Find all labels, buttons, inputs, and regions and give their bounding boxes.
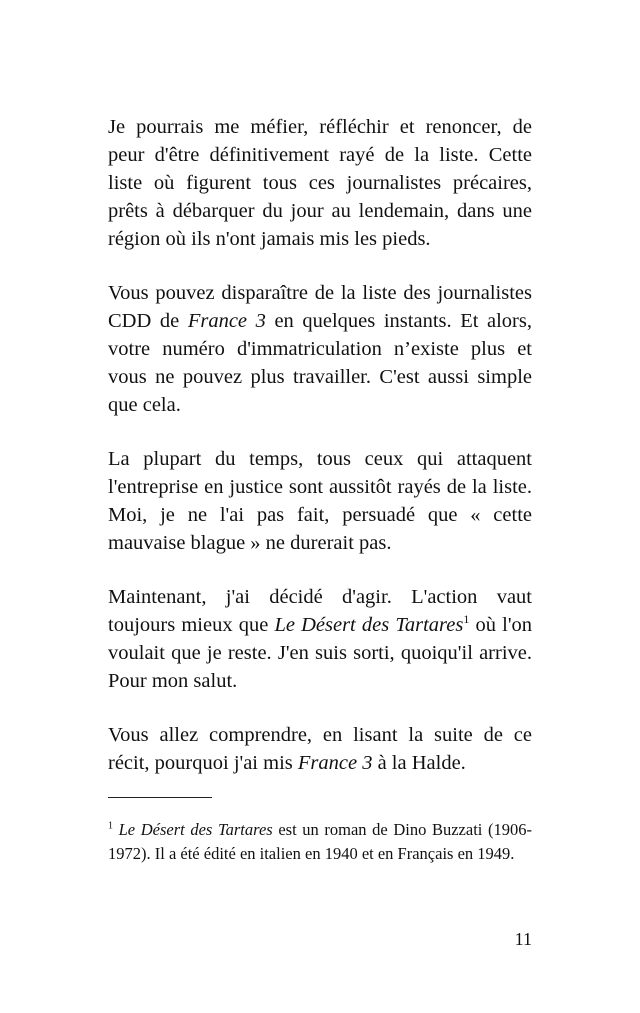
paragraph-3: La plupart du temps, tous ceux qui attaquent l'entreprise en justice sont aussitôt rayés de la liste. Moi, je ne l'ai pas fait, persuadé que « cette mauvaise blague » ne durerait pas.	[108, 448, 532, 554]
paragraph-1: Je pourrais me méfier, réfléchir et renoncer, de peur d'être définitivement rayé de la liste. Cette liste où figurent tous ces journalistes précaires, prêts à débarquer du jour au lendemain, dans une région où ils n'ont jamais mis les pieds.	[108, 116, 532, 250]
paragraph-4-italic-title: Le Désert des Tartares	[274, 614, 464, 636]
paragraph-2	[108, 279, 532, 419]
footnote-separator	[108, 797, 212, 798]
page-number: 11	[514, 929, 532, 949]
paragraph-2-italic-title: France 3	[187, 310, 266, 332]
footnote-reference: 1	[463, 612, 470, 627]
paragraph-5-text-after: à la Halde.	[372, 752, 466, 774]
footnote-number: 1	[108, 820, 113, 832]
paragraph-5	[108, 721, 532, 777]
paragraph-5-italic-title: France 3	[297, 752, 373, 774]
paragraph-4-text-after: où l'on voulait que je reste. J'en suis sorti, quoiqu'il arrive. Pour mon salut.	[108, 614, 533, 692]
footnote	[108, 818, 532, 866]
page-body	[108, 113, 532, 777]
footnote-text: est un roman de Dino Buzzati (1906-1972). Il a été édité en italien en 1940 et en Français en 1949.	[108, 820, 532, 863]
paragraph-2-text-before: Vous pouvez disparaître de la liste des journalistes CDD de	[108, 282, 532, 332]
paragraph-2-text-after: en quelques instants. Et alors, votre numéro d'immatriculation n’existe plus et vous ne pouvez plus travailler. C'est aussi simple que cela.	[108, 310, 532, 416]
paragraph-5-text-before: Vous allez comprendre, en lisant la suite de ce récit, pourquoi j'ai mis	[108, 724, 532, 774]
paragraph-4-text-before: Maintenant, j'ai décidé d'agir. L'action vaut toujours mieux que	[108, 586, 532, 636]
paragraph-4	[108, 583, 532, 695]
footnote-italic-title: Le Désert des Tartares	[118, 820, 273, 839]
